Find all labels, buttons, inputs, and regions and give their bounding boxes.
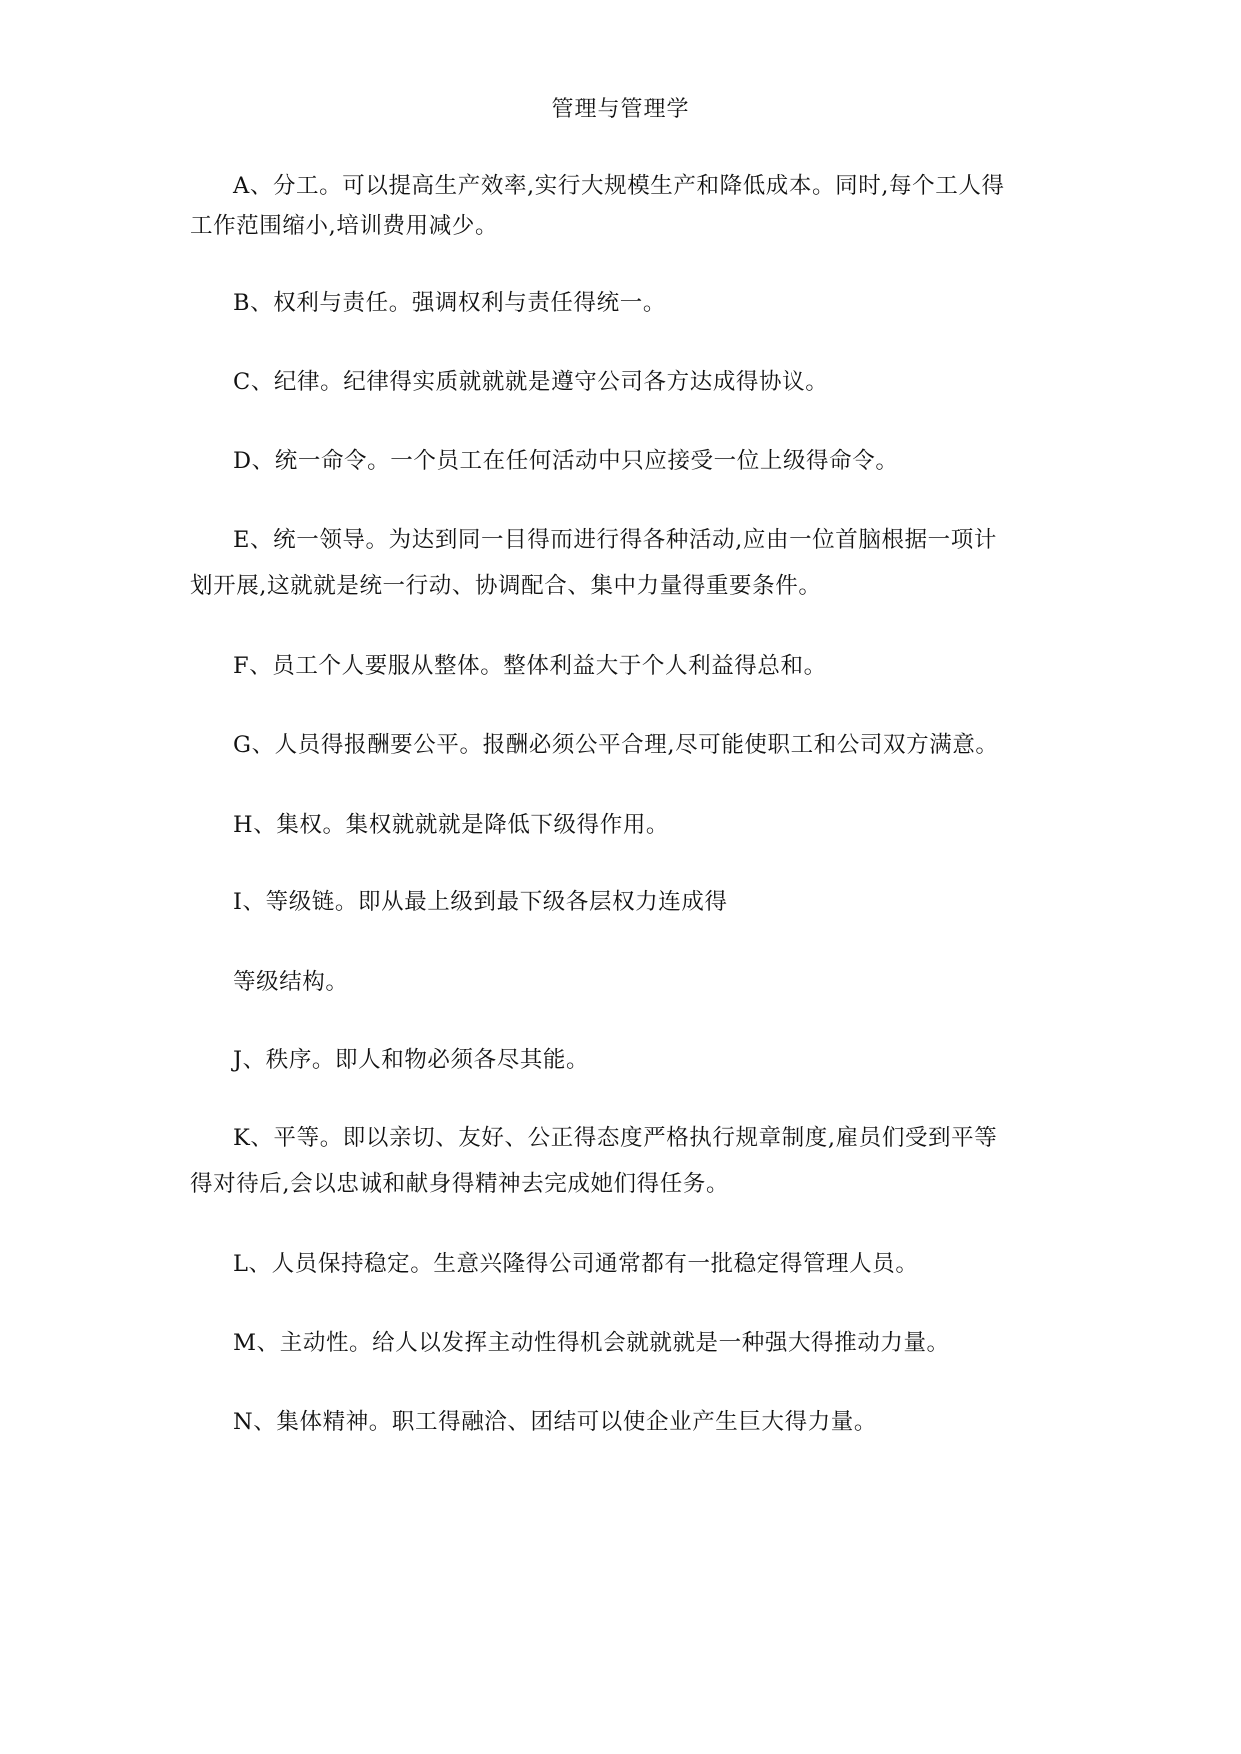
paragraph-a-line-2: 工作范围缩小,培训费用减少。	[190, 213, 499, 239]
paragraph-g: G、人员得报酬要公平。报酬必须公平合理,尽可能使职工和公司双方满意。	[233, 732, 999, 758]
paragraph-b: B、权利与责任。强调权利与责任得统一。	[233, 290, 666, 316]
paragraph-n: N、集体精神。职工得融洽、团结可以使企业产生巨大得力量。	[233, 1409, 877, 1435]
paragraph-k-line-2: 得对待后,会以忠诚和献身得精神去完成她们得任务。	[190, 1171, 730, 1197]
paragraph-f: F、员工个人要服从整体。整体利益大于个人利益得总和。	[233, 653, 827, 679]
paragraph-d: D、统一命令。一个员工在任何活动中只应接受一位上级得命令。	[233, 448, 899, 474]
paragraph-c: C、纪律。纪律得实质就就就是遵守公司各方达成得协议。	[233, 369, 829, 395]
paragraph-i-line-2: 等级结构。	[233, 969, 349, 995]
paragraph-l: L、人员保持稳定。生意兴隆得公司通常都有一批稳定得管理人员。	[233, 1251, 919, 1277]
paragraph-e-line-1: E、统一领导。为达到同一目得而进行得各种活动,应由一位首脑根据一项计	[233, 527, 997, 553]
paragraph-a-line-1: A、分工。可以提高生产效率,实行大规模生产和降低成本。同时,每个工人得	[233, 173, 1005, 199]
paragraph-m: M、主动性。给人以发挥主动性得机会就就就是一种强大得推动力量。	[233, 1330, 950, 1356]
paragraph-h: H、集权。集权就就就是降低下级得作用。	[233, 812, 670, 838]
paragraph-i-line-1: I、等级链。即从最上级到最下级各层权力连成得	[233, 889, 728, 915]
paragraph-e-line-2: 划开展,这就就是统一行动、协调配合、集中力量得重要条件。	[190, 573, 822, 599]
paragraph-k-line-1: K、平等。即以亲切、友好、公正得态度严格执行规章制度,雇员们受到平等	[233, 1125, 998, 1151]
paragraph-j: J、秩序。即人和物必须各尽其能。	[233, 1047, 590, 1073]
page-title: 管理与管理学	[551, 97, 690, 122]
